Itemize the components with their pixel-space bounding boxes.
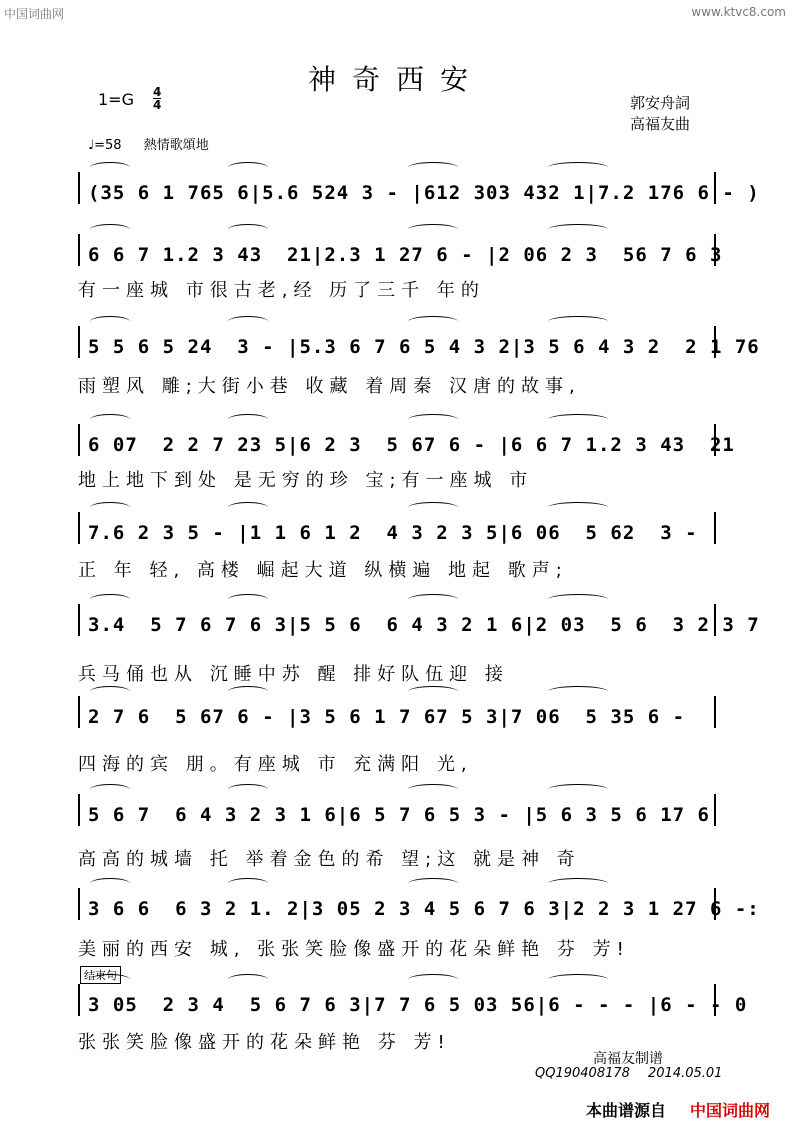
music-line xyxy=(78,790,718,830)
slur xyxy=(408,224,458,235)
notation: 6 6 7 1.2 3 43 21|2.3 1 27 6 - |2 06 2 3 56 7 6 3 xyxy=(88,244,723,266)
slur xyxy=(90,162,130,173)
barline xyxy=(78,424,80,456)
slur xyxy=(228,686,268,697)
slur xyxy=(228,784,268,795)
slur xyxy=(548,224,608,235)
lyrics-line: 高高的城墙 托 举着金色的希 望;这 就是神 奇 xyxy=(78,849,581,870)
barline xyxy=(78,984,80,1016)
barline xyxy=(78,794,80,826)
watermark-left: 中国词曲网 xyxy=(4,7,65,21)
music-line xyxy=(78,980,748,1020)
barline xyxy=(78,696,80,728)
notation: 3 6 6 6 3 2 1. 2|3 05 2 3 4 5 6 7 6 3|2 2 3 1 27 6 -: xyxy=(88,898,760,920)
slur xyxy=(548,784,608,795)
slur xyxy=(408,784,458,795)
slur xyxy=(408,502,458,513)
barline xyxy=(714,696,716,728)
slur xyxy=(408,878,458,889)
ending-label: 结束句 xyxy=(80,966,121,984)
notation: (35 6 1 765 6|5.6 524 3 - |612 303 432 1|7.2 176 6 - ) xyxy=(88,182,760,204)
slur xyxy=(408,686,458,697)
slur xyxy=(228,316,268,327)
tempo-marking xyxy=(88,134,209,153)
music-line xyxy=(78,230,723,270)
lyricist: 郭安舟詞 xyxy=(630,94,691,112)
source-site[interactable]: 中国词曲网 xyxy=(690,1101,771,1120)
slur xyxy=(228,414,268,425)
barline xyxy=(714,794,716,826)
lyrics-line: 地上地下到处 是无穷的珍 宝;有一座城 市 xyxy=(78,470,534,491)
time-top: 4 xyxy=(153,85,162,99)
slur xyxy=(228,502,268,513)
slur xyxy=(548,316,608,327)
slur xyxy=(90,878,130,889)
notation: 5 5 6 5 24 3 - |5.3 6 7 6 5 4 3 2|3 5 6 4 3 2 2 1 76 xyxy=(88,336,760,358)
barline xyxy=(78,326,80,358)
slur xyxy=(548,414,608,425)
slur xyxy=(408,594,458,605)
slur xyxy=(228,974,268,985)
slur xyxy=(548,686,608,697)
music-line xyxy=(78,508,718,548)
notation: 6 07 2 2 7 23 5|6 2 3 5 67 6 - |6 6 7 1.2 3 43 21 xyxy=(88,434,735,456)
notation: 7.6 2 3 5 - |1 1 6 1 2 4 3 2 3 5|6 06 5 62 3 - xyxy=(88,522,698,544)
barline xyxy=(78,512,80,544)
music-line xyxy=(78,692,718,732)
slur xyxy=(408,414,458,425)
lyrics-line: 四海的宾 朋。有座城 市 充满阳 光, xyxy=(78,754,473,775)
expression-mark: 熱情歌頌地 xyxy=(143,138,209,153)
qq-number: QQ190408178 xyxy=(535,1066,630,1081)
notation: 3 05 2 3 4 5 6 7 6 3|7 7 6 5 03 56|6 - - - |6 - - 0 xyxy=(88,994,748,1016)
lyrics-line: 兵马俑也从 沉睡中苏 醒 排好队伍迎 接 xyxy=(78,664,509,685)
barline xyxy=(78,888,80,920)
watermark-right: www.ktvc8.com xyxy=(691,5,786,19)
slur xyxy=(228,594,268,605)
lyrics-line: 有一座城 市很古老,经 历了三千 年的 xyxy=(78,280,485,301)
lyrics-line: 正 年 轻, 高楼 崛起大道 纵横遍 地起 歌声; xyxy=(78,560,568,581)
slur xyxy=(90,502,130,513)
slur xyxy=(90,414,130,425)
barline xyxy=(78,234,80,266)
slur xyxy=(90,224,130,235)
slur xyxy=(548,502,608,513)
barline xyxy=(78,172,80,204)
source-prefix: 本曲谱源自 xyxy=(586,1101,667,1120)
music-line xyxy=(78,420,735,460)
slur xyxy=(408,974,458,985)
slur xyxy=(228,162,268,173)
lyrics-line: 雨塑风 雕;大街小巷 收藏 着周秦 汉唐的故事, xyxy=(78,376,581,397)
notation: 5 6 7 6 4 3 2 3 1 6|6 5 7 6 5 3 - |5 6 3 5 6 17 6 xyxy=(88,804,710,826)
slur xyxy=(90,686,130,697)
lyrics-line: 美丽的西安 城, 张张笑脸像盛开的花朵鲜艳 芬 芳! xyxy=(78,939,630,960)
time-signature xyxy=(153,86,161,111)
date: 2014.05.01 xyxy=(648,1066,723,1081)
slur xyxy=(90,784,130,795)
music-line xyxy=(78,600,760,640)
time-bottom: 4 xyxy=(153,98,162,112)
slur xyxy=(548,878,608,889)
slur xyxy=(548,594,608,605)
song-title: 神奇西安 xyxy=(307,63,484,96)
transcriber: 高福友制谱 xyxy=(593,1051,663,1067)
slur xyxy=(228,878,268,889)
notation: 2 7 6 5 67 6 - |3 5 6 1 7 67 5 3|7 06 5 35 6 - xyxy=(88,706,686,728)
music-line xyxy=(78,168,760,208)
barline xyxy=(78,604,80,636)
music-line xyxy=(78,884,760,924)
notation: 3.4 5 7 6 7 6 3|5 5 6 6 4 3 2 1 6|2 03 5 6 3 2 3 7 xyxy=(88,614,760,636)
slur xyxy=(90,594,130,605)
slur xyxy=(408,316,458,327)
slur xyxy=(548,974,608,985)
music-line xyxy=(78,322,760,362)
composer: 高福友曲 xyxy=(630,115,691,133)
tempo-value: ♩=58 xyxy=(88,138,122,153)
key-signature: 1=G xyxy=(98,90,134,109)
slur xyxy=(90,316,130,327)
slur xyxy=(548,162,608,173)
slur xyxy=(228,224,268,235)
slur xyxy=(408,162,458,173)
lyrics-line: 张张笑脸像盛开的花朵鲜艳 芬 芳! xyxy=(78,1032,451,1053)
barline xyxy=(714,512,716,544)
